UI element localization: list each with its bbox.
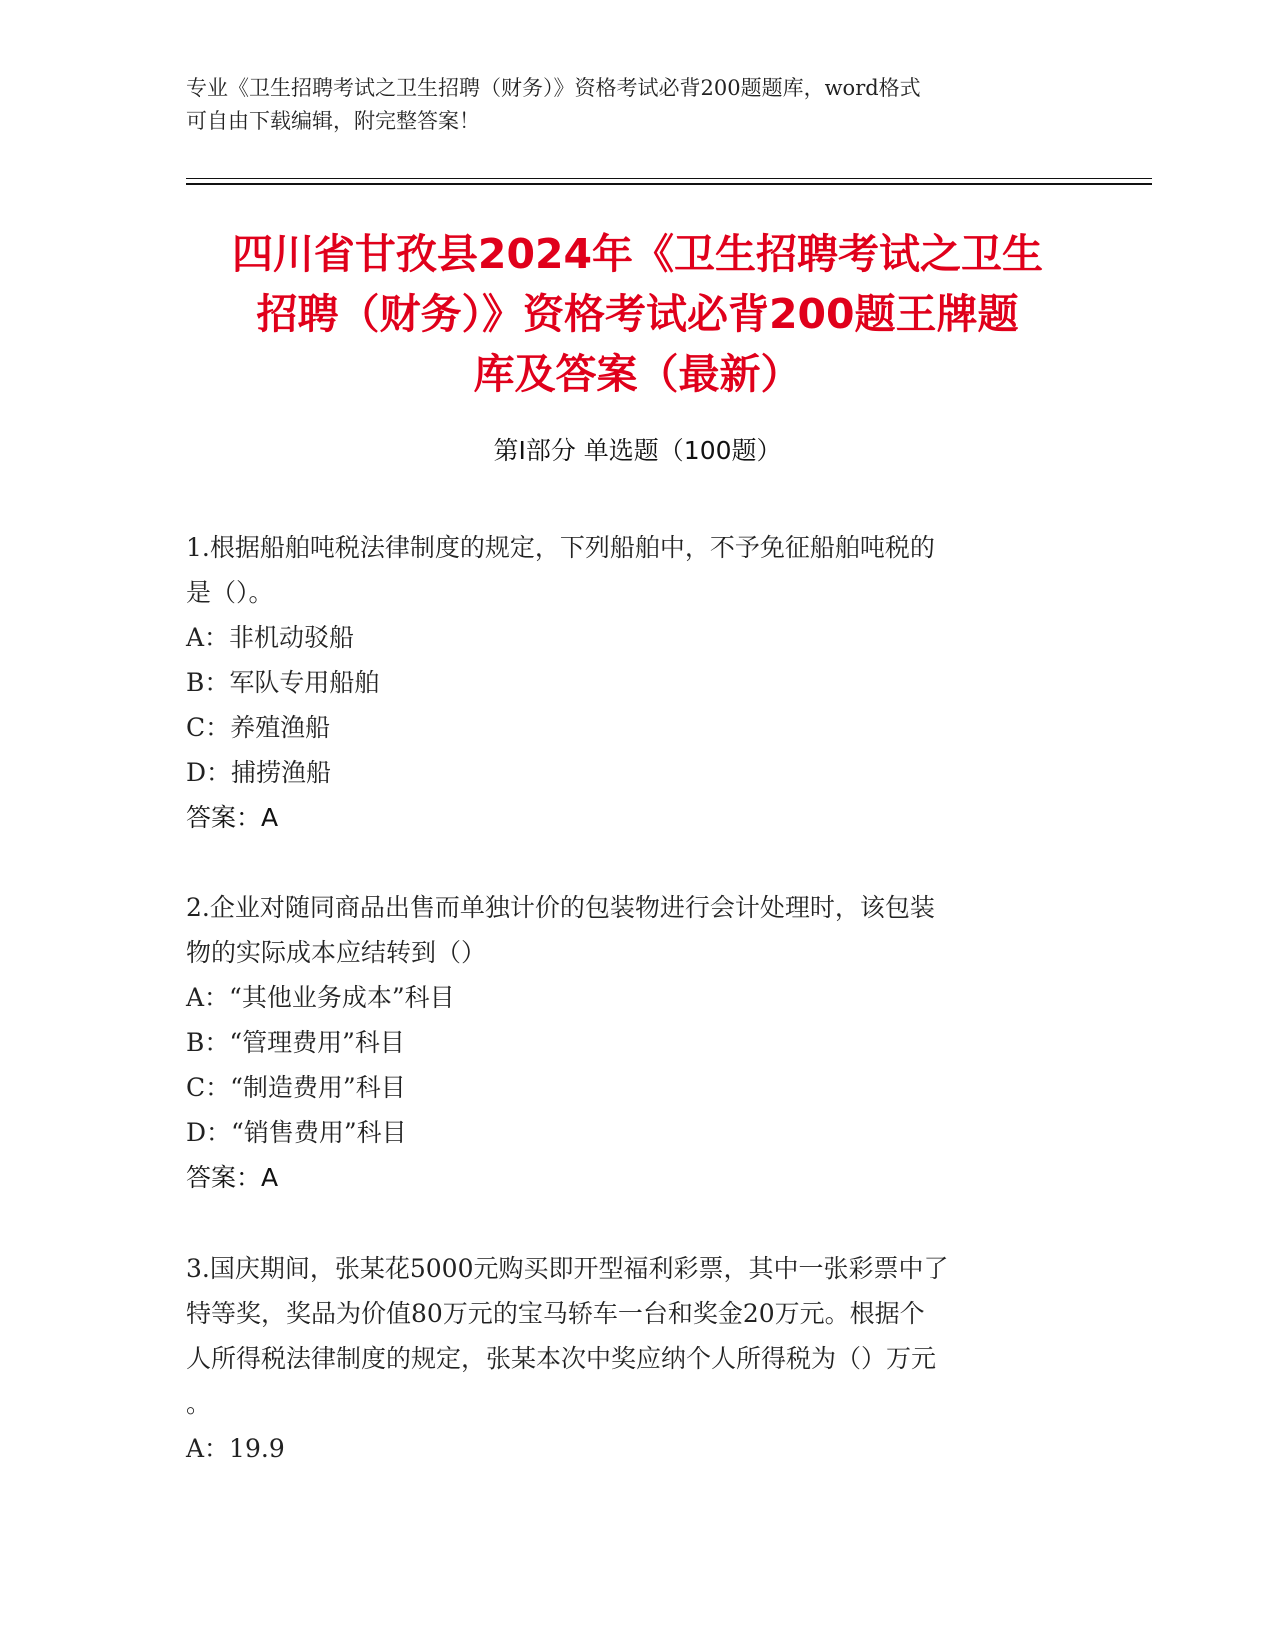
document-title	[150, 224, 1125, 404]
question-stem-line: 特等奖，奖品为价值80万元的宝马轿车一台和奖金20万元。根据个	[186, 1299, 925, 1328]
option-c: C：养殖渔船	[186, 713, 331, 742]
option-d: D：“销售费用”科目	[186, 1118, 407, 1147]
header-note	[186, 72, 1076, 138]
header-divider-thick	[186, 183, 1152, 185]
question-stem-line: 。	[186, 1389, 212, 1418]
option-a: A：19.9	[186, 1434, 285, 1463]
option-a: A：“其他业务成本”科目	[186, 983, 455, 1012]
option-b: B：军队专用船舶	[186, 668, 380, 697]
title-line: 库及答案（最新）	[473, 350, 802, 398]
title-line: 四川省甘孜县2024年《卫生招聘考试之卫生	[231, 230, 1044, 278]
option-b: B：“管理费用”科目	[186, 1028, 405, 1057]
answer: 答案：A	[186, 803, 279, 832]
header-divider-thin	[186, 178, 1152, 179]
question-stem-line: 物的实际成本应结转到（）	[186, 938, 487, 967]
question-stem-line: 2.企业对随同商品出售而单独计价的包装物进行会计处理时，该包装	[186, 893, 935, 922]
question-2	[186, 885, 1086, 1200]
question-3	[186, 1246, 1086, 1471]
question-stem-line: 1.根据船舶吨税法律制度的规定，下列船舶中，不予免征船舶吨税的	[186, 533, 935, 562]
section-heading: 第Ⅰ部分 单选题（100题）	[493, 436, 782, 465]
option-a: A：非机动驳船	[186, 623, 355, 652]
title-line: 招聘（财务）》资格考试必背200题王牌题	[256, 290, 1019, 338]
header-note-line: 可自由下载编辑，附完整答案！	[186, 109, 480, 133]
question-stem-line: 3.国庆期间，张某花5000元购买即开型福利彩票，其中一张彩票中了	[186, 1254, 949, 1283]
option-c: C：“制造费用”科目	[186, 1073, 406, 1102]
question-1	[186, 525, 1086, 840]
question-stem-line: 是（）。	[186, 578, 274, 607]
option-d: D：捕捞渔船	[186, 758, 332, 787]
header-note-line: 专业《卫生招聘考试之卫生招聘（财务）》资格考试必背200题题库，word格式	[186, 76, 921, 100]
question-stem-line: 人所得税法律制度的规定，张某本次中奖应纳个人所得税为（）万元	[186, 1344, 937, 1373]
answer: 答案：A	[186, 1163, 279, 1192]
